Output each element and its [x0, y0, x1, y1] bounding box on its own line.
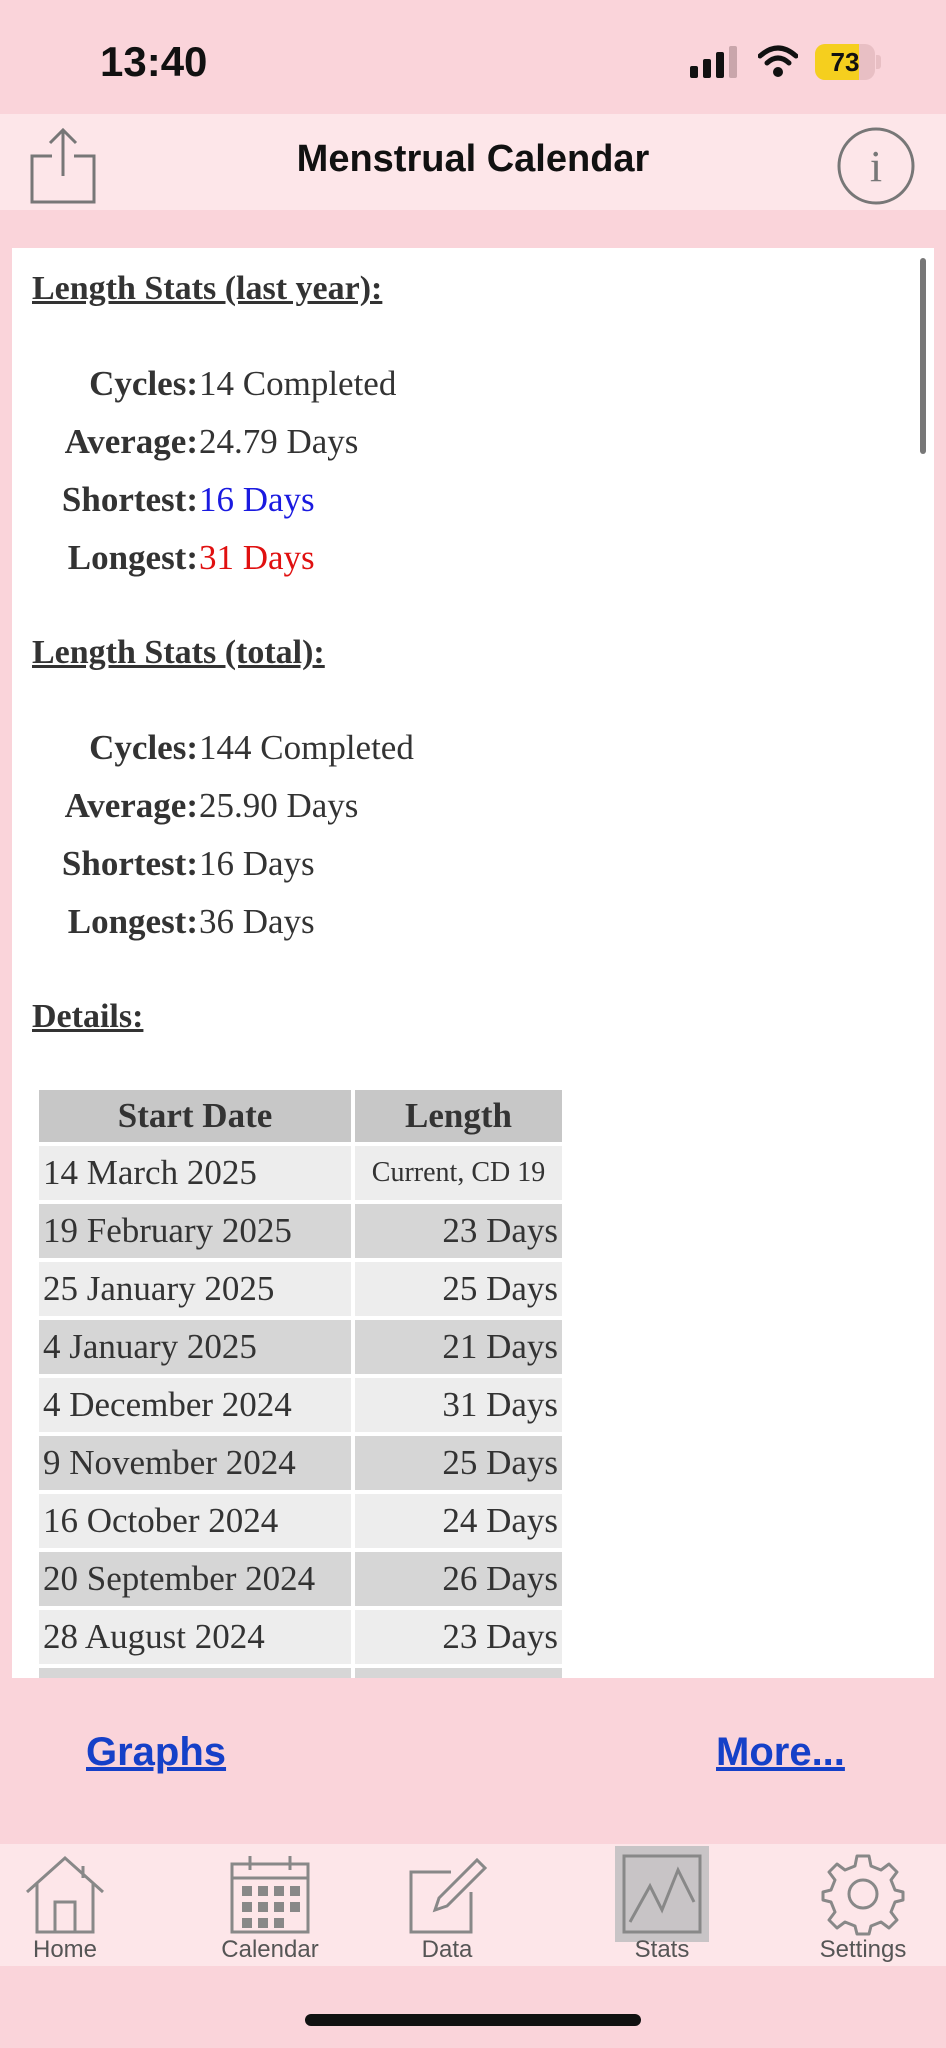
- links-row: [0, 1678, 946, 1844]
- total-cycles-row: [12, 728, 812, 778]
- row-date: 16 October 2024: [39, 1494, 351, 1548]
- row-length: 26 Days: [355, 1552, 562, 1606]
- last-year-cycles-row: [12, 364, 812, 414]
- table-row: [39, 1320, 562, 1374]
- table-row: [39, 1668, 562, 1678]
- table-row: [39, 1494, 562, 1548]
- tab-label: Home: [32, 1936, 98, 1963]
- tab-home[interactable]: [0, 1844, 155, 1966]
- row-date: 9 November 2024: [39, 1436, 351, 1490]
- svg-text:i: i: [869, 142, 883, 191]
- tab-bar: [0, 1844, 946, 1966]
- navigation-bar: [0, 114, 946, 210]
- row-date: 4 January 2025: [39, 1320, 351, 1374]
- table-row: [39, 1262, 562, 1316]
- stat-label: Cycles:: [89, 728, 198, 767]
- total-longest-row: [12, 902, 812, 952]
- row-length: 21 Days: [355, 1320, 562, 1374]
- row-length: 23 Days: [355, 1204, 562, 1258]
- tab-settings[interactable]: [773, 1844, 946, 1966]
- row-date: 14 March 2025: [39, 1146, 351, 1200]
- graphs-link[interactable]: Graphs: [86, 1730, 227, 1774]
- table-row: [39, 1436, 562, 1490]
- table-row: [39, 1204, 562, 1258]
- table-row: [39, 1146, 562, 1200]
- last-year-average-row: [12, 422, 812, 472]
- wifi-icon: [758, 44, 798, 78]
- stat-value: 36 Days: [199, 902, 315, 941]
- stat-value: 16 Days: [199, 844, 315, 883]
- stat-value: 14 Completed: [199, 364, 397, 403]
- table-row: [39, 1610, 562, 1664]
- row-length-partial: [355, 1668, 562, 1678]
- row-length: 24 Days: [355, 1494, 562, 1548]
- stat-value: 24.79 Days: [199, 422, 359, 461]
- row-date: 4 December 2024: [39, 1378, 351, 1432]
- table-row: [39, 1378, 562, 1432]
- chart-icon: [620, 1852, 704, 1936]
- house-icon: [23, 1852, 107, 1936]
- stat-label: Cycles:: [89, 364, 198, 403]
- tab-calendar[interactable]: [180, 1844, 360, 1966]
- cellular-signal-icon: [690, 46, 740, 78]
- status-bar: [0, 0, 946, 114]
- row-length: 25 Days: [355, 1436, 562, 1490]
- stat-value: 16 Days: [199, 480, 315, 519]
- tab-label: Settings: [819, 1936, 907, 1963]
- tab-stats[interactable]: [572, 1844, 752, 1966]
- status-time: 13:40: [100, 38, 208, 85]
- start-date-header: Start Date: [39, 1090, 351, 1142]
- row-date: 20 September 2024: [39, 1552, 351, 1606]
- calendar-icon: [228, 1852, 312, 1936]
- row-date: 19 February 2025: [39, 1204, 351, 1258]
- battery-indicator: [815, 44, 881, 80]
- details-section-title: Details:: [32, 998, 144, 1035]
- last-year-section-title: Length Stats (last year):: [32, 270, 383, 307]
- tab-label: Stats: [634, 1936, 690, 1963]
- table-header-row: [39, 1090, 562, 1142]
- table-row: [39, 1552, 562, 1606]
- stat-label: Longest:: [67, 538, 198, 577]
- home-indicator[interactable]: [305, 2014, 641, 2026]
- stat-value: 31 Days: [199, 538, 315, 577]
- tab-data[interactable]: [357, 1844, 537, 1966]
- row-date-partial: [39, 1668, 351, 1678]
- page-title: Menstrual Calendar: [296, 138, 650, 180]
- more-link[interactable]: More...: [716, 1730, 845, 1774]
- scrollbar[interactable]: [920, 258, 926, 454]
- stat-label: Shortest:: [61, 480, 198, 519]
- total-section-title: Length Stats (total):: [32, 634, 325, 671]
- last-year-shortest-row: [12, 480, 812, 530]
- row-length: 23 Days: [355, 1610, 562, 1664]
- stat-label: Average:: [64, 422, 198, 461]
- stats-content[interactable]: [12, 248, 934, 1678]
- length-header: Length: [355, 1090, 562, 1142]
- row-length: 31 Days: [355, 1378, 562, 1432]
- row-length: 25 Days: [355, 1262, 562, 1316]
- stat-value: 25.90 Days: [199, 786, 359, 825]
- stat-label: Average:: [64, 786, 198, 825]
- tab-label: Data: [421, 1936, 473, 1963]
- stat-label: Longest:: [67, 902, 198, 941]
- row-date: 28 August 2024: [39, 1610, 351, 1664]
- row-date: 25 January 2025: [39, 1262, 351, 1316]
- last-year-longest-row: [12, 538, 812, 588]
- gear-icon: [821, 1852, 905, 1936]
- edit-icon: [405, 1852, 489, 1936]
- stat-value: 144 Completed: [199, 728, 414, 767]
- info-icon[interactable]: [836, 126, 916, 206]
- tab-label: Calendar: [221, 1936, 319, 1963]
- details-table: [35, 1086, 566, 1678]
- total-average-row: [12, 786, 812, 836]
- battery-percent: 73: [830, 47, 860, 77]
- row-length: Current, CD 19: [355, 1146, 562, 1200]
- stat-label: Shortest:: [61, 844, 198, 883]
- total-shortest-row: [12, 844, 812, 894]
